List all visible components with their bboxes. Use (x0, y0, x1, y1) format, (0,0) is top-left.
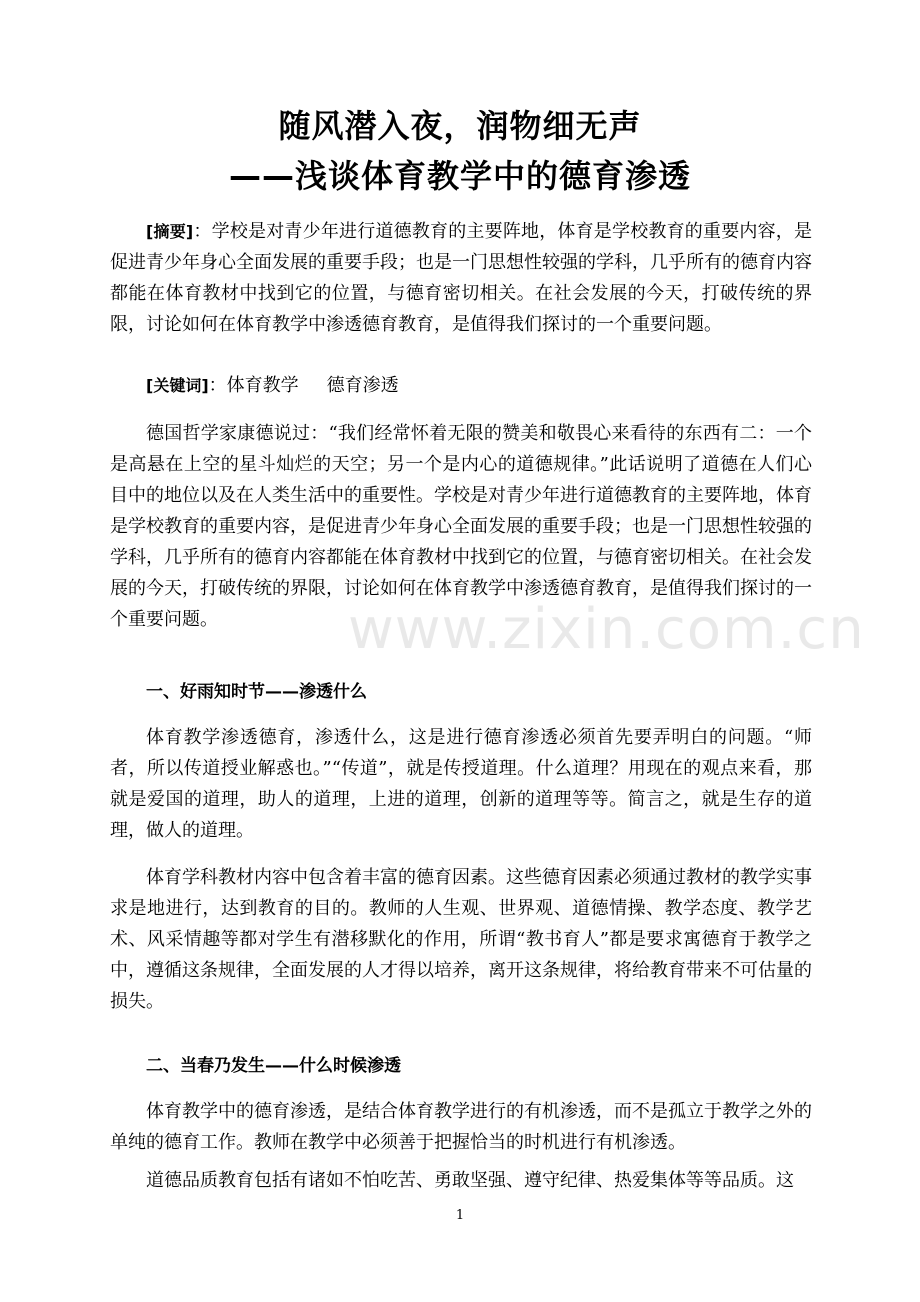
section-heading-2: 二、当春乃发生——什么时候渗透 (146, 1056, 401, 1076)
page-number: 1 (455, 1208, 465, 1223)
intro-paragraph: 德国哲学家康德说过：“我们经常怀着无限的赞美和敬畏心来看待的东西有二：一个是高悬在上空的星斗灿烂的天空；另一个是内心的道德规律。”此话说明了道德在人们心目中的地位以及在人类生活中的重要性。学校是对青少年进行道德教育的主要阵地，体育是学校教育的重要内容，是促进青少年身心全面发展的重要手段；也是一门思想性较强的学科，几乎所有的德育内容都能在体育教材中找到它的位置，与德育密切相关。在社会发展的今天，打破传统的界限，讨论如何在体育教学中渗透德育教育，是值得我们探讨的一个重要问题。 (110, 423, 812, 630)
abstract-text: ：学校是对青少年进行道德教育的主要阵地，体育是学校教育的重要内容，是促进青少年身心全面发展的重要手段；也是一门思想性较强的学科，几乎所有的德育内容都能在体育教材中找到它的位置，与德育密切相关。在社会发展的今天，打破传统的界限，讨论如何在体育教学中渗透德育教育，是值得我们探讨的一个重要问题。 (110, 221, 812, 335)
keywords-label: [关键词] (146, 376, 209, 395)
abstract-paragraph (110, 216, 812, 340)
section2-paragraph-2: 道德品质教育包括有诸如不怕吃苦、勇敢坚强、遵守纪律、热爱集体等等品质。这 (146, 1170, 794, 1191)
abstract-label: [摘要] (146, 222, 194, 241)
title-line-2: ——浅谈体育教学中的德育渗透 (228, 157, 691, 195)
keywords-line (146, 370, 399, 401)
keywords-separator: ： (208, 375, 227, 396)
keyword-item: 德育渗透 (326, 375, 399, 396)
section1-paragraph-2: 体育学科教材内容中包含着丰富的德育因素。这些德育因素必须通过教材的教学实事求是地进行，达到教育的目的。教师的人生观、世界观、道德情操、教学态度、教学艺术、风采情趣等都对学生有潜移默化的作用，所谓“教书育人”都是要求寓德育于教学之中，遵循这条规律，全面发展的人才得以培养，离开这条规律，将给教育带来不可估量的损失。 (110, 867, 812, 1012)
title-line-1: 随风潜入夜，润物细无声 (278, 107, 642, 145)
section1-paragraph-1: 体育教学渗透德育，渗透什么，这是进行德育渗透必须首先要弄明白的问题。“师者，所以传道授业解惑也。”“传道”，就是传授道理。什么道理？用现在的观点来看，那就是爱国的道理，助人的道理，上进的道理，创新的道理等等。简言之，就是生存的道理，做人的道理。 (110, 727, 812, 841)
section-heading-1: 一、好雨知时节——渗透什么 (146, 682, 367, 702)
keyword-item: 体育教学 (226, 375, 299, 396)
section2-paragraph-1: 体育教学中的德育渗透，是结合体育教学进行的有机渗透，而不是孤立于教学之外的单纯的德育工作。教师在教学中必须善于把握恰当的时机进行有机渗透。 (110, 1101, 812, 1153)
watermark: www.zixin.com.cn (348, 597, 865, 662)
